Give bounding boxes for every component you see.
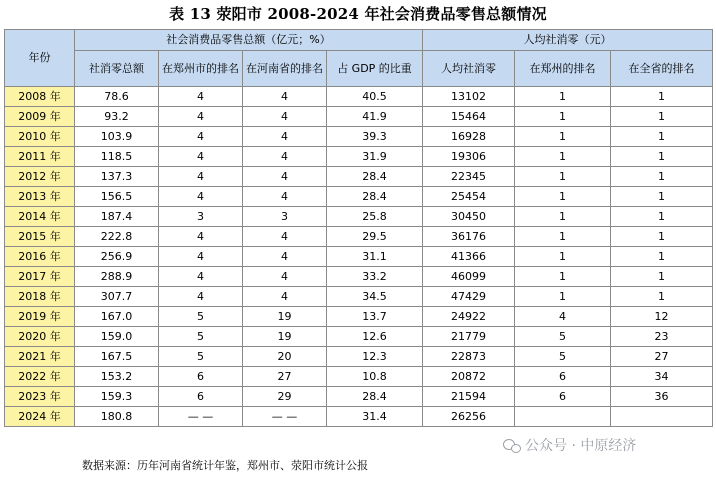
header-col: 在郑州市的排名 <box>159 51 243 87</box>
value-cell: 1 <box>515 287 611 307</box>
value-cell: 20 <box>243 347 327 367</box>
value-cell: 25454 <box>423 187 515 207</box>
value-cell: 4 <box>159 267 243 287</box>
value-cell: 1 <box>611 227 713 247</box>
value-cell: 5 <box>159 347 243 367</box>
value-cell: 31.9 <box>327 147 423 167</box>
value-cell: 34 <box>611 367 713 387</box>
value-cell: 137.3 <box>75 167 159 187</box>
table-row <box>5 167 713 187</box>
value-cell: 1 <box>515 127 611 147</box>
value-cell: 3 <box>159 207 243 227</box>
value-cell: 167.5 <box>75 347 159 367</box>
value-cell: 4 <box>159 147 243 167</box>
value-cell: 33.2 <box>327 267 423 287</box>
value-cell: 46099 <box>423 267 515 287</box>
value-cell: 6 <box>515 387 611 407</box>
value-cell: 34.5 <box>327 287 423 307</box>
value-cell: 5 <box>159 307 243 327</box>
watermark-text: 公众号 · 中原经济 <box>525 438 637 454</box>
value-cell: 1 <box>611 87 713 107</box>
wechat-icon <box>503 438 521 454</box>
value-cell: 4 <box>243 247 327 267</box>
value-cell: 288.9 <box>75 267 159 287</box>
value-cell: 1 <box>515 87 611 107</box>
value-cell: 1 <box>611 147 713 167</box>
year-cell: 2020 年 <box>5 327 75 347</box>
value-cell: 5 <box>159 327 243 347</box>
value-cell: 222.8 <box>75 227 159 247</box>
value-cell: 4 <box>159 227 243 247</box>
value-cell: 153.2 <box>75 367 159 387</box>
value-cell: 4 <box>159 247 243 267</box>
value-cell: 4 <box>243 147 327 167</box>
value-cell: 10.8 <box>327 367 423 387</box>
value-cell: 47429 <box>423 287 515 307</box>
table-row <box>5 347 713 367</box>
year-cell: 2022 年 <box>5 367 75 387</box>
table-row <box>5 307 713 327</box>
table-body <box>5 87 713 427</box>
value-cell: 28.4 <box>327 167 423 187</box>
value-cell: — — <box>159 407 243 427</box>
value-cell: 6 <box>159 367 243 387</box>
value-cell: 22345 <box>423 167 515 187</box>
table-row <box>5 367 713 387</box>
value-cell: 1 <box>515 147 611 167</box>
value-cell: 30450 <box>423 207 515 227</box>
value-cell: 4 <box>159 287 243 307</box>
value-cell: 12.6 <box>327 327 423 347</box>
value-cell: 19 <box>243 327 327 347</box>
year-cell: 2009 年 <box>5 107 75 127</box>
value-cell: 1 <box>515 227 611 247</box>
value-cell: 25.8 <box>327 207 423 227</box>
value-cell: 21779 <box>423 327 515 347</box>
table-row <box>5 267 713 287</box>
table-row <box>5 107 713 127</box>
value-cell: 78.6 <box>75 87 159 107</box>
value-cell: 6 <box>159 387 243 407</box>
table-row <box>5 407 713 427</box>
value-cell: 4 <box>243 107 327 127</box>
value-cell: 4 <box>159 127 243 147</box>
year-cell: 2013 年 <box>5 187 75 207</box>
value-cell: 1 <box>611 247 713 267</box>
table-row <box>5 187 713 207</box>
year-cell: 2010 年 <box>5 127 75 147</box>
value-cell: 28.4 <box>327 187 423 207</box>
value-cell: — — <box>243 407 327 427</box>
header-col: 占 GDP 的比重 <box>327 51 423 87</box>
value-cell: 12 <box>611 307 713 327</box>
value-cell: 1 <box>611 107 713 127</box>
value-cell: 180.8 <box>75 407 159 427</box>
value-cell: 1 <box>515 107 611 127</box>
value-cell: 41366 <box>423 247 515 267</box>
value-cell: 159.3 <box>75 387 159 407</box>
year-cell: 2018 年 <box>5 287 75 307</box>
value-cell: 167.0 <box>75 307 159 327</box>
table-row <box>5 287 713 307</box>
value-cell: 19306 <box>423 147 515 167</box>
header-col: 在郑州的排名 <box>515 51 611 87</box>
year-cell: 2008 年 <box>5 87 75 107</box>
value-cell: 27 <box>243 367 327 387</box>
value-cell: 6 <box>515 367 611 387</box>
value-cell: 159.0 <box>75 327 159 347</box>
value-cell: 4 <box>159 187 243 207</box>
value-cell: 118.5 <box>75 147 159 167</box>
value-cell: 1 <box>515 187 611 207</box>
year-cell: 2024 年 <box>5 407 75 427</box>
value-cell <box>515 407 611 427</box>
table-row <box>5 387 713 407</box>
value-cell <box>611 407 713 427</box>
value-cell: 1 <box>611 127 713 147</box>
value-cell: 4 <box>243 227 327 247</box>
value-cell: 36 <box>611 387 713 407</box>
value-cell: 256.9 <box>75 247 159 267</box>
year-cell: 2016 年 <box>5 247 75 267</box>
year-cell: 2023 年 <box>5 387 75 407</box>
value-cell: 31.1 <box>327 247 423 267</box>
table-row <box>5 87 713 107</box>
value-cell: 5 <box>515 327 611 347</box>
value-cell: 1 <box>515 267 611 287</box>
value-cell: 27 <box>611 347 713 367</box>
value-cell: 26256 <box>423 407 515 427</box>
data-table <box>4 29 713 427</box>
year-cell: 2011 年 <box>5 147 75 167</box>
value-cell: 4 <box>159 87 243 107</box>
value-cell: 40.5 <box>327 87 423 107</box>
header-col: 在全省的排名 <box>611 51 713 87</box>
value-cell: 41.9 <box>327 107 423 127</box>
watermark <box>503 437 636 455</box>
value-cell: 4 <box>159 107 243 127</box>
value-cell: 12.3 <box>327 347 423 367</box>
value-cell: 1 <box>515 247 611 267</box>
table-row <box>5 147 713 167</box>
value-cell: 4 <box>243 87 327 107</box>
year-cell: 2014 年 <box>5 207 75 227</box>
table-row <box>5 227 713 247</box>
value-cell: 4 <box>515 307 611 327</box>
year-cell: 2012 年 <box>5 167 75 187</box>
value-cell: 36176 <box>423 227 515 247</box>
table-row <box>5 207 713 227</box>
header-col: 在河南省的排名 <box>243 51 327 87</box>
value-cell: 93.2 <box>75 107 159 127</box>
value-cell: 19 <box>243 307 327 327</box>
data-source-note: 数据来源：历年河南省统计年鉴，郑州市、荥阳市统计公报 <box>82 459 368 472</box>
value-cell: 1 <box>515 207 611 227</box>
table-row <box>5 127 713 147</box>
value-cell: 4 <box>243 267 327 287</box>
value-cell: 4 <box>243 187 327 207</box>
year-cell: 2021 年 <box>5 347 75 367</box>
value-cell: 1 <box>611 207 713 227</box>
header-group-retail: 社会消费品零售总额（亿元；%） <box>75 30 423 51</box>
value-cell: 31.4 <box>327 407 423 427</box>
value-cell: 1 <box>611 267 713 287</box>
value-cell: 20872 <box>423 367 515 387</box>
value-cell: 1 <box>611 167 713 187</box>
value-cell: 23 <box>611 327 713 347</box>
year-cell: 2015 年 <box>5 227 75 247</box>
value-cell: 13102 <box>423 87 515 107</box>
table-row <box>5 247 713 267</box>
value-cell: 4 <box>243 287 327 307</box>
value-cell: 4 <box>243 167 327 187</box>
value-cell: 39.3 <box>327 127 423 147</box>
value-cell: 1 <box>611 287 713 307</box>
year-cell: 2017 年 <box>5 267 75 287</box>
header-year: 年份 <box>5 30 75 87</box>
value-cell: 13.7 <box>327 307 423 327</box>
value-cell: 307.7 <box>75 287 159 307</box>
value-cell: 22873 <box>423 347 515 367</box>
value-cell: 1 <box>515 167 611 187</box>
value-cell: 4 <box>243 127 327 147</box>
value-cell: 24922 <box>423 307 515 327</box>
value-cell: 29.5 <box>327 227 423 247</box>
value-cell: 15464 <box>423 107 515 127</box>
value-cell: 156.5 <box>75 187 159 207</box>
value-cell: 3 <box>243 207 327 227</box>
value-cell: 5 <box>515 347 611 367</box>
value-cell: 16928 <box>423 127 515 147</box>
value-cell: 29 <box>243 387 327 407</box>
value-cell: 4 <box>159 167 243 187</box>
table-row <box>5 327 713 347</box>
header-col: 人均社消零 <box>423 51 515 87</box>
header-col: 社消零总额 <box>75 51 159 87</box>
value-cell: 1 <box>611 187 713 207</box>
value-cell: 187.4 <box>75 207 159 227</box>
year-cell: 2019 年 <box>5 307 75 327</box>
header-group-per-capita: 人均社消零（元） <box>423 30 713 51</box>
value-cell: 28.4 <box>327 387 423 407</box>
value-cell: 21594 <box>423 387 515 407</box>
table-title: 表 13 荥阳市 2008-2024 年社会消费品零售总额情况 <box>169 5 547 23</box>
value-cell: 103.9 <box>75 127 159 147</box>
